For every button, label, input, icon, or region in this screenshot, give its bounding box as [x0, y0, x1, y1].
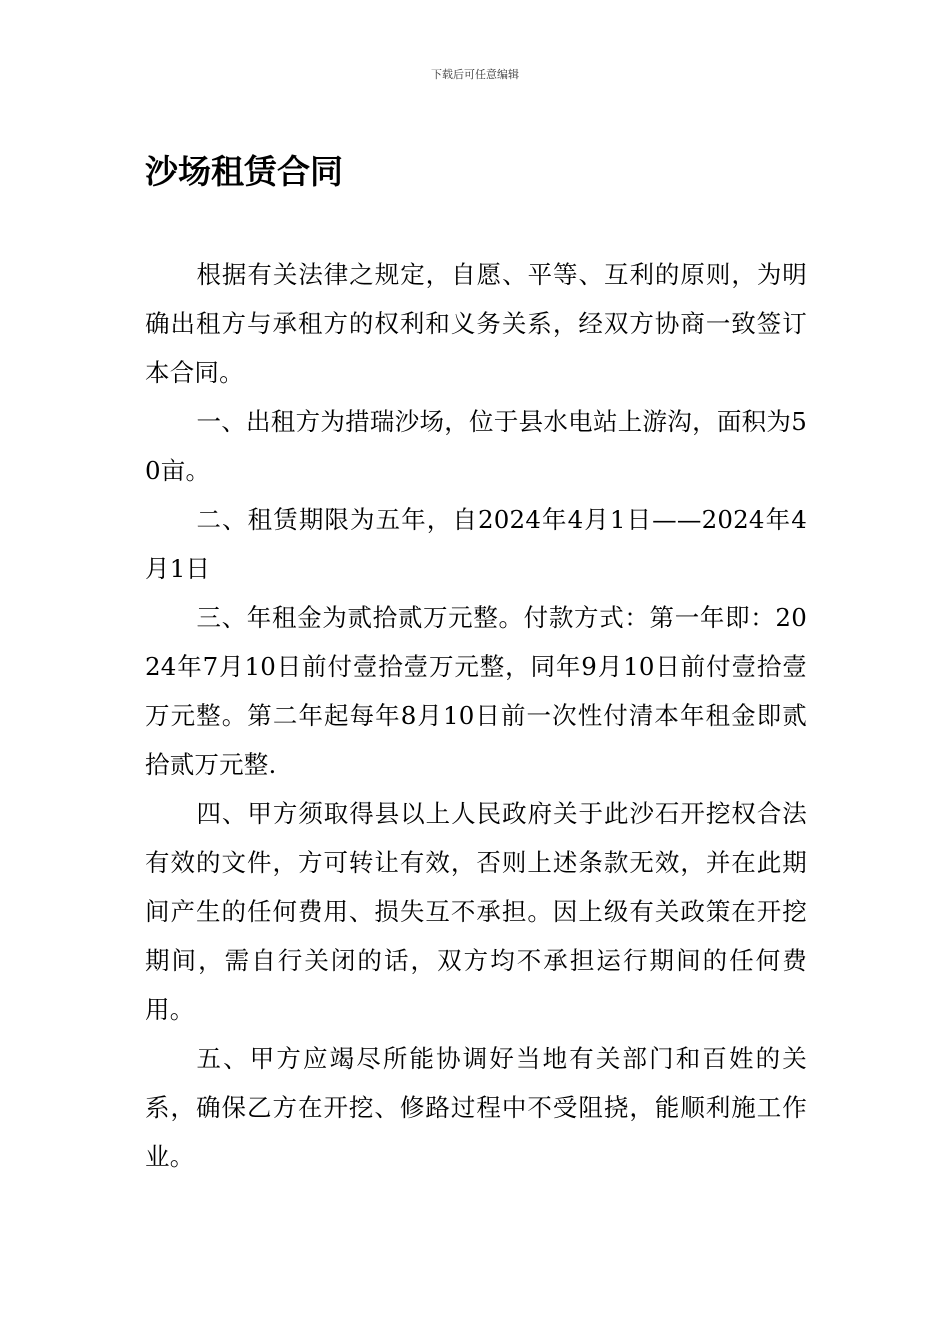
paragraph-preamble: 根据有关法律之规定，自愿、平等、互利的原则，为明确出租方与承租方的权利和义务关系，经双方协商一致签订本合同。: [145, 260, 807, 387]
paragraph-clause-3: 三、年租金为贰拾贰万元整。付款方式：第一年即：2024年7月10日前付壹拾壹万元整，同年9月10日前付壹拾壹万元整。第二年起每年8月10日前一次性付清本年租金即贰拾贰万元整.: [145, 603, 807, 779]
document-body: [145, 250, 807, 1181]
document-title: 沙场租赁合同: [145, 152, 343, 191]
paragraph-clause-2: 二、租赁期限为五年，自2024年4月1日——2024年4月1日: [145, 505, 807, 583]
paragraph-clause-1: 一、出租方为措瑞沙场，位于县水电站上游沟，面积为50亩。: [145, 407, 807, 485]
paragraph-clause-5: 五、甲方应竭尽所能协调好当地有关部门和百姓的关系，确保乙方在开挖、修路过程中不受阻挠，能顺利施工作业。: [145, 1044, 807, 1171]
paragraph-clause-4: 四、甲方须取得县以上人民政府关于此沙石开挖权合法有效的文件，方可转让有效，否则上述条款无效，并在此期间产生的任何费用、损失互不承担。因上级有关政策在开挖期间，需自行关闭的话，双方均不承担运行期间的任何费用。: [145, 799, 807, 1024]
header-note: 下载后可任意编辑: [431, 68, 519, 81]
